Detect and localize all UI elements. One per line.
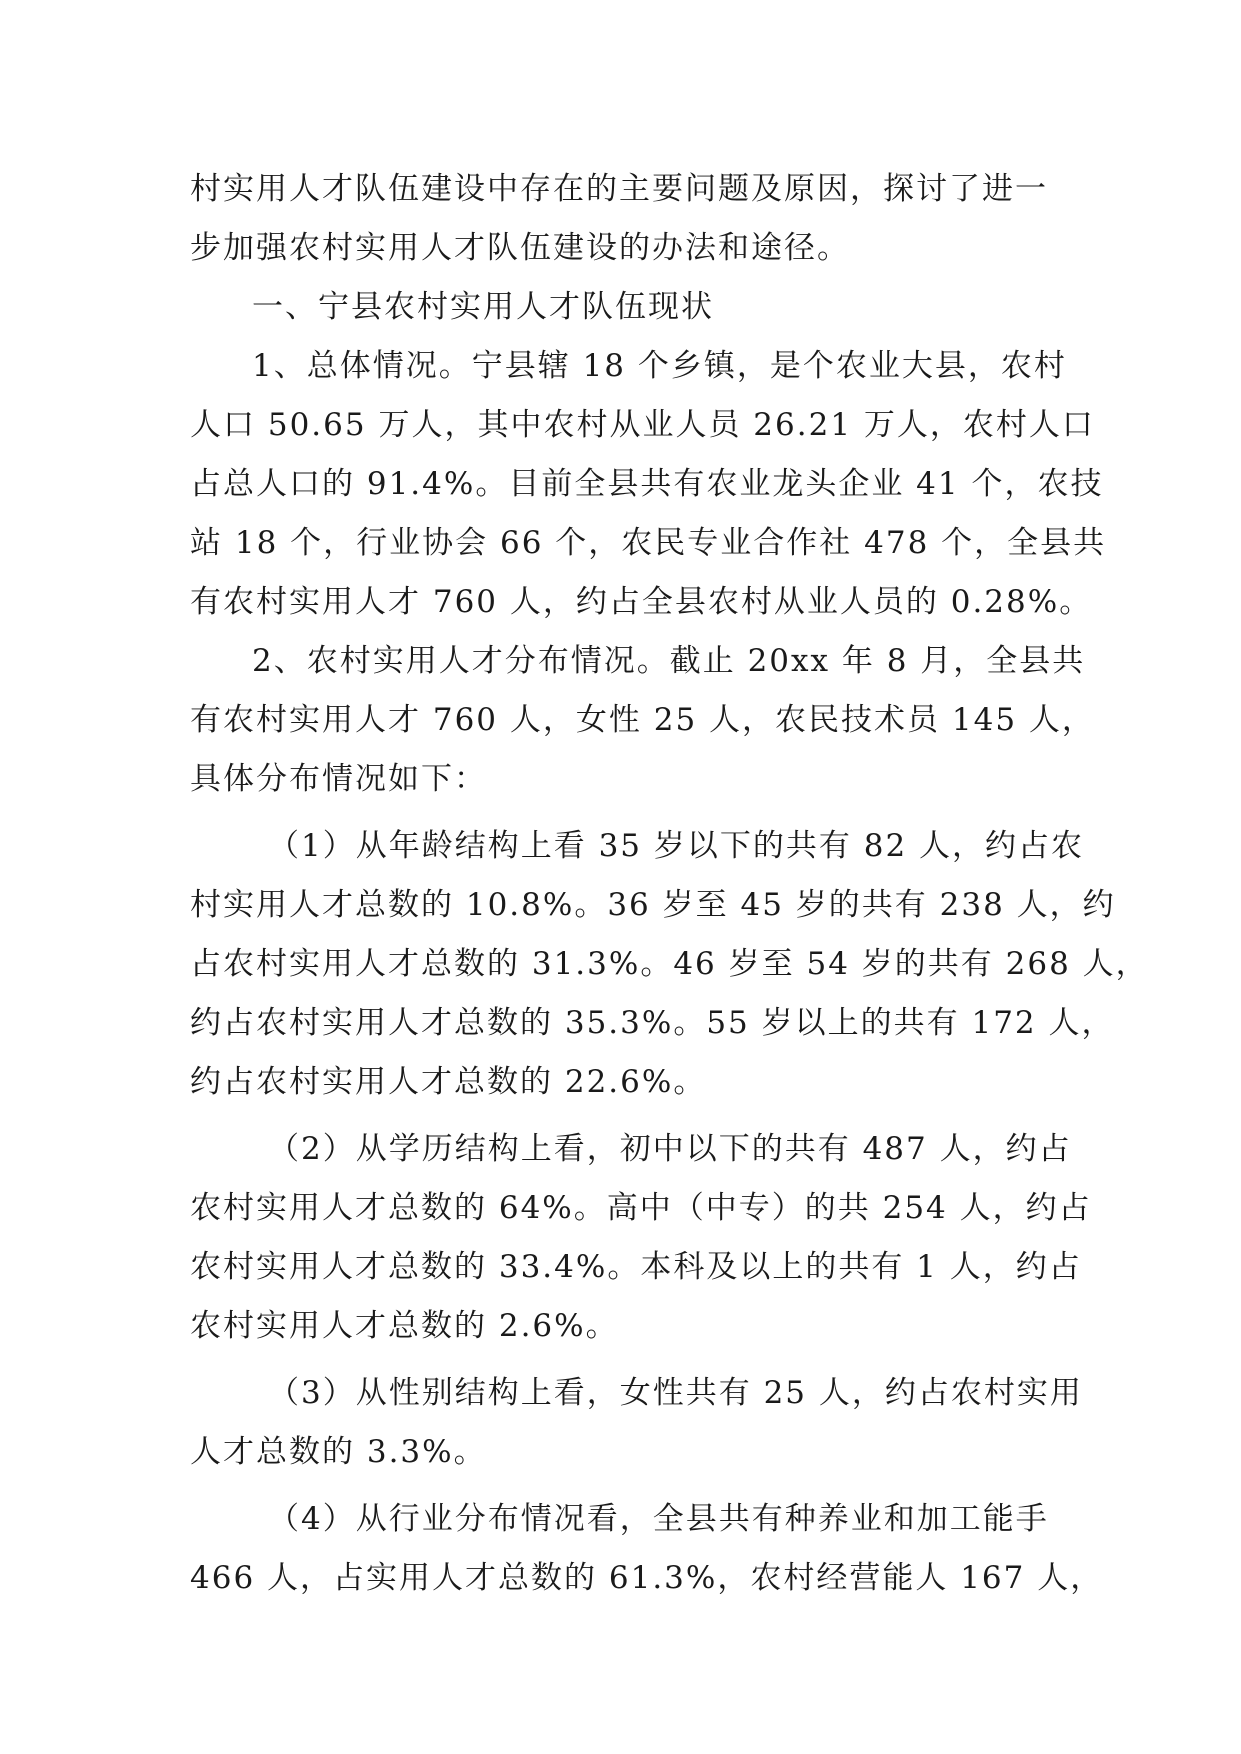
text-line: 有农村实用人才 760 人，女性 25 人，农民技术员 145 人，: [190, 702, 1095, 738]
text-line: 人才总数的 3.3%。: [190, 1434, 487, 1470]
text-line: 约占农村实用人才总数的 22.6%。: [190, 1064, 707, 1100]
text-line: 占总人口的 91.4%。目前全县共有农业龙头企业 41 个，农技: [190, 466, 1104, 502]
text-line: （2）从学历结构上看，初中以下的共有 487 人，约占: [268, 1131, 1072, 1167]
text-line: 占农村实用人才总数的 31.3%。46 岁至 54 岁的共有 268 人，: [190, 946, 1149, 982]
text-line: 村实用人才队伍建设中存在的主要问题及原因，探讨了进一: [190, 171, 1048, 207]
text-line: 农村实用人才总数的 2.6%。: [190, 1308, 619, 1344]
text-line: 步加强农村实用人才队伍建设的办法和途径。: [190, 230, 850, 266]
text-line: 有农村实用人才 760 人，约占全县农村从业人员的 0.28%。: [190, 584, 1093, 620]
text-line: 人口 50.65 万人，其中农村从业人员 26.21 万人，农村人口: [190, 407, 1095, 443]
text-line: （1）从年龄结构上看 35 岁以下的共有 82 人，约占农: [268, 828, 1085, 864]
text-line: 具体分布情况如下：: [190, 761, 487, 797]
text-line: 1、总体情况。宁县辖 18 个乡镇，是个农业大县，农村: [252, 348, 1067, 384]
text-line: 村实用人才总数的 10.8%。36 岁至 45 岁的共有 238 人，约: [190, 887, 1116, 923]
text-line: 站 18 个，行业协会 66 个，农民专业合作社 478 个，全县共: [190, 525, 1107, 561]
text-line: 466 人，占实用人才总数的 61.3%，农村经营能人 167 人，: [190, 1560, 1104, 1596]
text-line: 农村实用人才总数的 64%。高中（中专）的共 254 人，约占: [190, 1190, 1092, 1226]
section-heading: 一、宁县农村实用人才队伍现状: [252, 289, 714, 325]
text-line: （4）从行业分布情况看，全县共有种养业和加工能手: [268, 1501, 1049, 1537]
text-line: 2、农村实用人才分布情况。截止 20xx 年 8 月，全县共: [252, 643, 1086, 679]
text-line: 农村实用人才总数的 33.4%。本科及以上的共有 1 人，约占: [190, 1249, 1082, 1285]
text-line: 约占农村实用人才总数的 35.3%。55 岁以上的共有 172 人，: [190, 1005, 1115, 1041]
text-line: （3）从性别结构上看，女性共有 25 人，约占农村实用: [268, 1375, 1083, 1411]
body-text: [190, 160, 1149, 1608]
